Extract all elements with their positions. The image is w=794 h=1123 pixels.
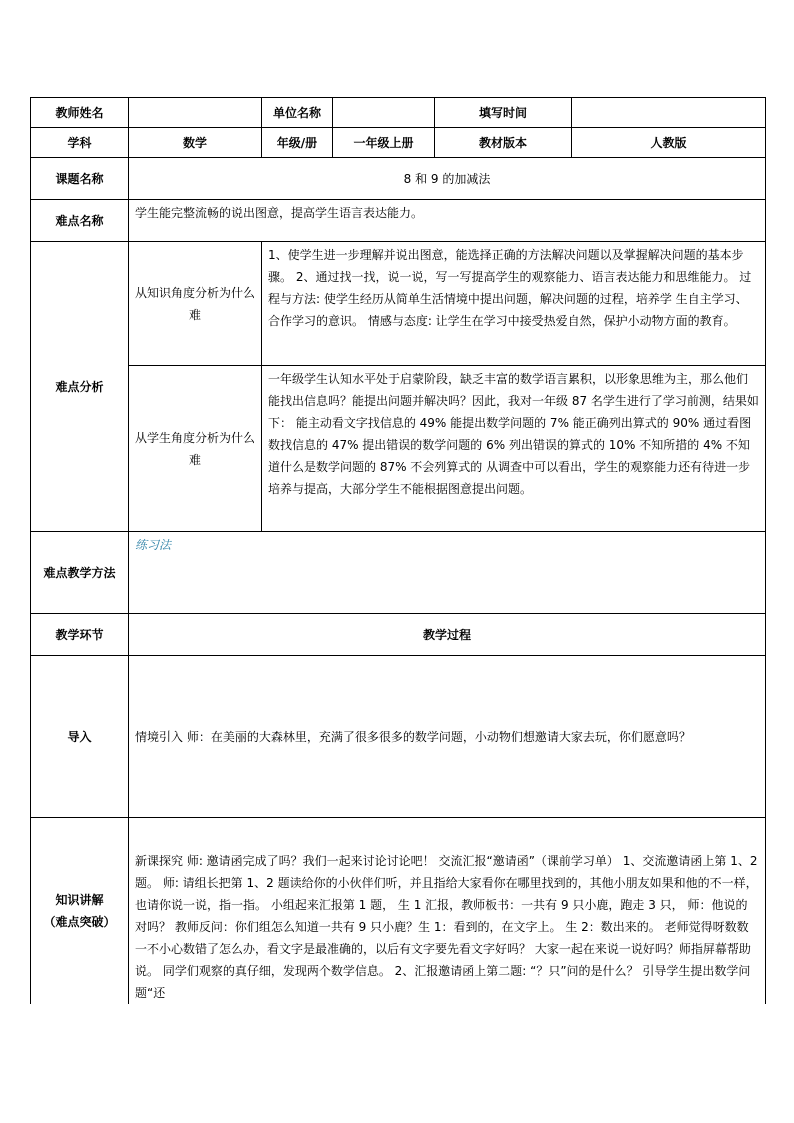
knowledge-explain-sublabel: （难点突破） (43, 914, 116, 929)
student-angle-text: 一年级学生认知水平处于启蒙阶段，缺乏丰富的数学语言累积，以形象思维为主，那么他们能找出信息吗？能提出问题并解决吗？因此，我对一年级 87 名学生进行了学习前测，结果如下： 能主动看文字找信息的 49% 能提出数学问题的 7% 能正确列出算式的 90% 通过看图数找信息的 47% 提出错误的数学问题的 6% 列出错误的算式的 10% 不知所措的 4% 不知道什么是数学问题的 87% 不会列算式的 从调查中可以看出，学生的观察能力还有待进一步培养与提高，大部分学生不能根据图意提出问题。 (262, 366, 766, 532)
unit-name-value[interactable] (333, 98, 435, 128)
knowledge-angle-label: 从知识角度分析为什么难 (129, 242, 262, 366)
fill-time-label: 填写时间 (435, 98, 572, 128)
process-label: 教学过程 (129, 614, 766, 656)
grade-label: 年级/册 (262, 128, 333, 158)
row-intro (31, 656, 766, 818)
edition-value: 人教版 (572, 128, 766, 158)
student-angle-label: 从学生角度分析为什么难 (129, 366, 262, 532)
row-lesson-title (31, 158, 766, 200)
lesson-design-table (30, 97, 766, 1004)
difficulty-label: 难点名称 (31, 200, 129, 242)
edition-label: 教材版本 (435, 128, 572, 158)
grade-value: 一年级上册 (333, 128, 435, 158)
intro-text: 情境引入 师：在美丽的大森林里，充满了很多很多的数学问题，小动物们想邀请大家去玩，你们愿意吗？ (129, 656, 766, 818)
row-process-header (31, 614, 766, 656)
difficulty-value: 学生能完整流畅的说出图意，提高学生语言表达能力。 (129, 200, 766, 242)
method-value: 练习法 (135, 538, 172, 552)
teacher-name-label: 教师姓名 (31, 98, 129, 128)
method-cell (129, 532, 766, 614)
teacher-name-value[interactable] (129, 98, 262, 128)
row-teacher-info (31, 98, 766, 128)
knowledge-explain-cell (31, 818, 129, 1004)
knowledge-explain-text: 新课探究 师: 邀请函完成了吗？我们一起来讨论讨论吧！ 交流汇报“邀请函”（课前学习单） 1、交流邀请函上第 1、2 题。 师: 请组长把第 1、2 题读给你的小伙伴们听，并且指给大家看你在哪里找到的，其他小朋友如果和他的不一样，也请你说一说，指一指。 小组起来汇报第 1 题， 生 1 汇报，教师板书：一共有 9 只小鹿，跑走 3 只， 师：他说的对吗？ 教师反问：你们组怎么知道一共有 9 只小鹿？生 1：看到的，在文字上。 生 2：数出来的。 老师觉得呀数数一不小心数错了怎么办，看文字是最准确的，以后有文字要先看文字好吗？ 大家一起在来说一说好吗？师指屏幕帮助说。 同学们观察的真仔细，发现两个数学信息。 2、汇报邀请函上第二题: “？只”问的是什么？ 引导学生提出数学问题“还 (129, 818, 766, 1004)
subject-value: 数学 (129, 128, 262, 158)
unit-name-label: 单位名称 (262, 98, 333, 128)
row-analysis-knowledge (31, 242, 766, 366)
row-knowledge-explain (31, 818, 766, 1004)
fill-time-value[interactable] (572, 98, 766, 128)
method-label: 难点教学方法 (31, 532, 129, 614)
subject-label: 学科 (31, 128, 129, 158)
row-difficulty (31, 200, 766, 242)
row-subject-info (31, 128, 766, 158)
knowledge-explain-label: 知识讲解 (55, 892, 104, 907)
row-method (31, 532, 766, 614)
intro-label: 导入 (31, 656, 129, 818)
knowledge-angle-text: 1、使学生进一步理解并说出图意，能选择正确的方法解决问题以及掌握解决问题的基本步骤。 2、通过找一找，说一说，写一写提高学生的观察能力、语言表达能力和思维能力。 过程与方法: 使学生经历从简单生活情境中提出问题，解决问题的过程，培养学 生自主学习、合作学习的意识。 情感与态度: 让学生在学习中接受热爱自然，保护小动物方面的教育。 (262, 242, 766, 366)
row-analysis-student (31, 366, 766, 532)
stage-label: 教学环节 (31, 614, 129, 656)
lesson-title-value: 8 和 9 的加减法 (129, 158, 766, 200)
lesson-title-label: 课题名称 (31, 158, 129, 200)
analysis-label: 难点分析 (31, 242, 129, 532)
